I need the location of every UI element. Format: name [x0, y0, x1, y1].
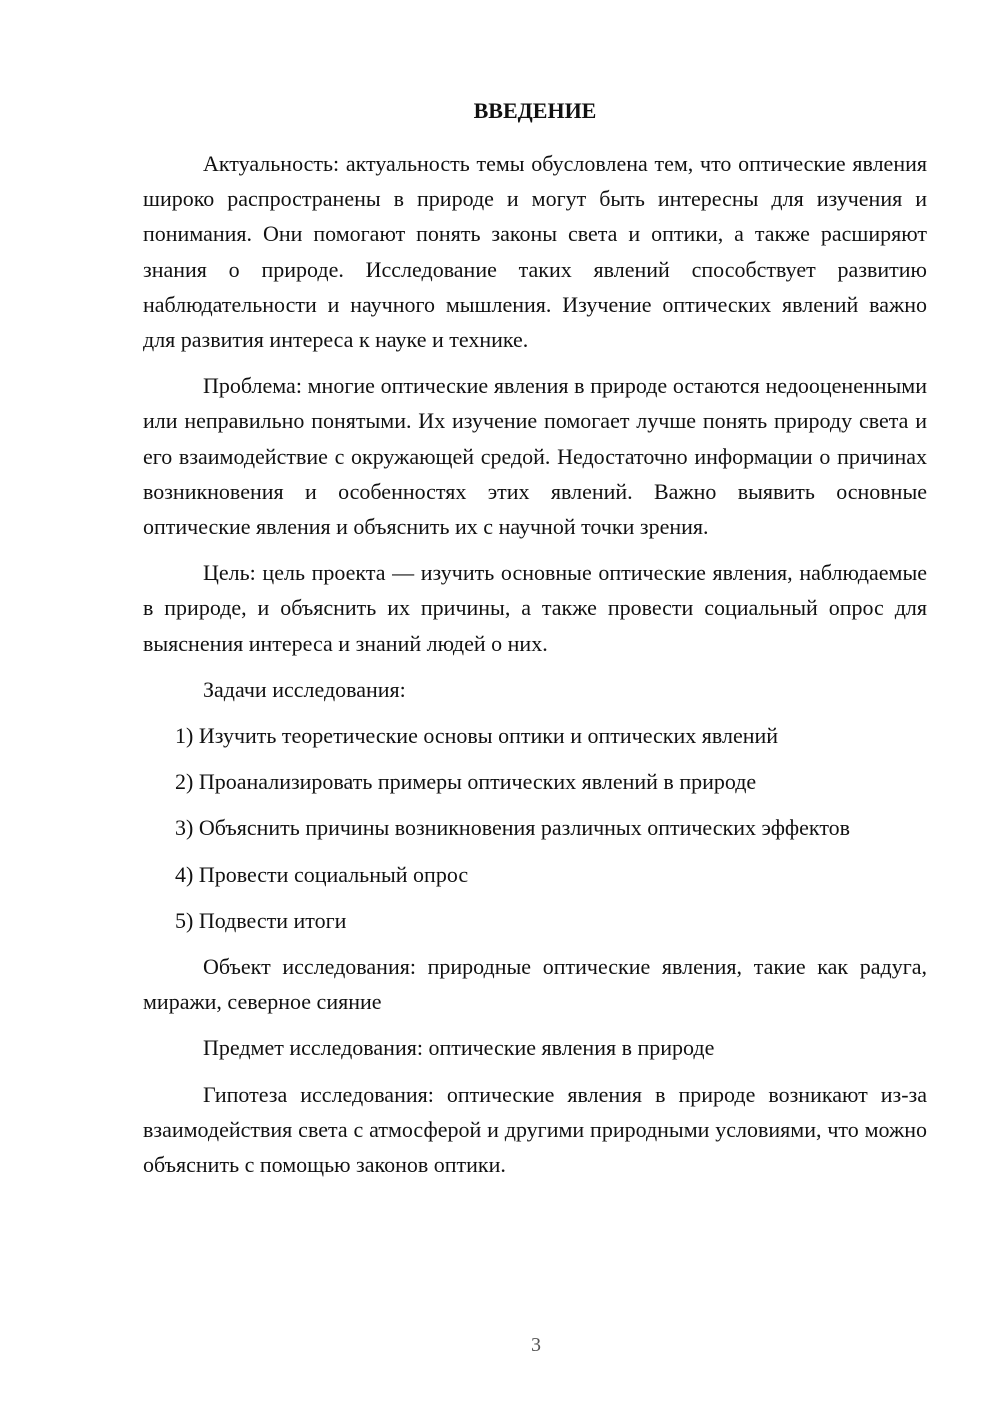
- paragraph-tasks-heading: Задачи исследования:: [203, 676, 406, 702]
- paragraph-hypothesis: Гипотеза исследования: оптические явления в природе возникают из-за взаимодействия света с атмосферой и другими природными условиями, что можно объяснить с помощью законов оптики.: [143, 1081, 927, 1178]
- page-number: 3: [531, 1334, 541, 1356]
- page-content: [143, 96, 927, 1182]
- task-item-5: 5) Подвести итоги: [175, 907, 347, 933]
- task-item-3: 3) Объяснить причины возникновения различных оптических эффектов: [175, 815, 851, 841]
- paragraph-goal: Цель: цель проекта — изучить основные оптические явления, наблюдаемые в природе, и объяснить их причины, а также провести социальный опрос для выяснения интереса и знаний людей о них.: [143, 560, 927, 656]
- paragraph-subject: Предмет исследования: оптические явления в природе: [203, 1035, 715, 1061]
- task-item-2: 2) Проанализировать примеры оптических явлений в природе: [175, 769, 757, 795]
- paragraph-problem: Проблема: многие оптические явления в природе остаются недооцененными или неправильно понятыми. Их изучение помогает лучше понять природу света и его взаимодействие с окружающей средой. Недостаточно информации о причинах возникновения и особенностях этих явлений. Важно выявить основные оптические явления и объяснить их с научной точки зрения.: [143, 373, 927, 540]
- paragraph-object: Объект исследования: природные оптические явления, такие как радуга, миражи, северное сияние: [143, 954, 927, 1015]
- paragraph-relevance: Актуальность: актуальность темы обусловлена тем, что оптические явления широко распространены в природе и могут быть интересны для изучения и понимания. Они помогают понять законы света и оптики, а также расширяют знания о природе. Исследование таких явлений способствует развитию наблюдательности и научного мышления. Изучение оптических явлений важно для развития интереса к науке и технике.: [143, 151, 927, 353]
- section-title: ВВЕДЕНИЕ: [473, 98, 597, 123]
- task-item-1: 1) Изучить теоретические основы оптики и оптических явлений: [175, 723, 779, 749]
- task-item-4: 4) Провести социальный опрос: [175, 861, 469, 887]
